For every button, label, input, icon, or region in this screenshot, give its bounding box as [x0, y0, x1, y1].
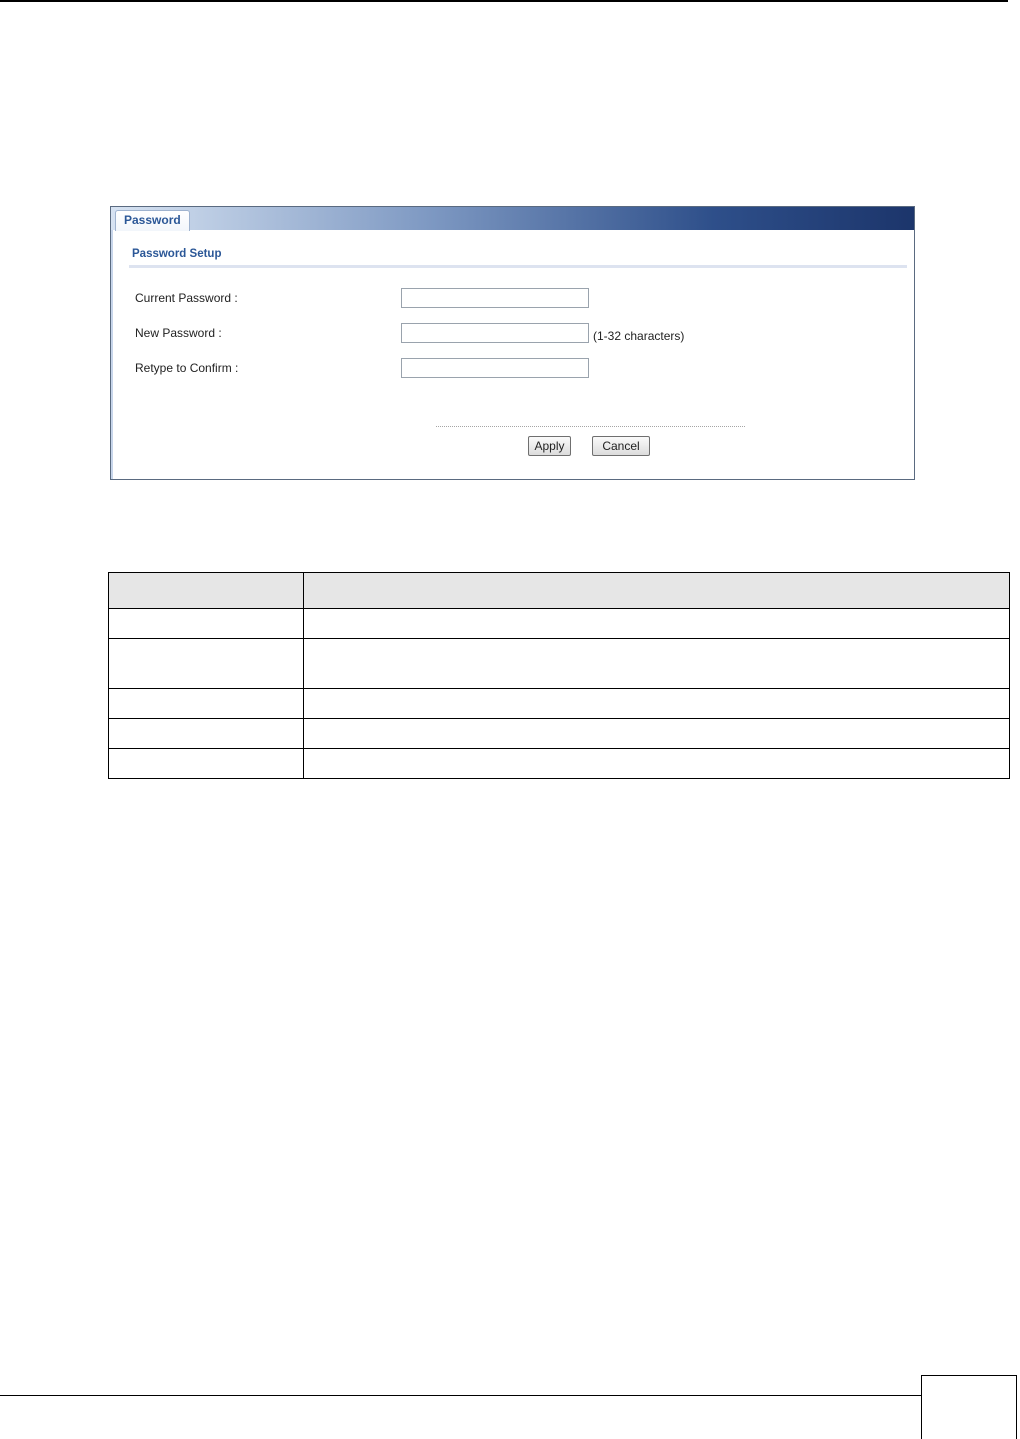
- table-row: [109, 749, 1010, 779]
- button-divider: [436, 426, 745, 427]
- new-password-label: New Password :: [135, 326, 222, 340]
- table-cell: [304, 639, 1010, 689]
- new-password-input[interactable]: [401, 323, 589, 343]
- current-password-input[interactable]: [401, 288, 589, 308]
- table-cell: [109, 749, 304, 779]
- panel-body: [111, 230, 914, 479]
- section-divider: [129, 265, 907, 268]
- description-table: [108, 572, 1010, 779]
- table-header-cell: [304, 573, 1010, 609]
- table-cell: [304, 689, 1010, 719]
- table-cell: [109, 689, 304, 719]
- table-header-cell: [109, 573, 304, 609]
- retype-confirm-label: Retype to Confirm :: [135, 361, 239, 375]
- password-panel: [110, 206, 915, 480]
- apply-button[interactable]: Apply: [528, 436, 571, 456]
- page-bottom-rule: [0, 1395, 921, 1396]
- panel-header-bar: [111, 207, 914, 230]
- table-row: [109, 609, 1010, 639]
- table-cell: [304, 719, 1010, 749]
- table-row: [109, 689, 1010, 719]
- table-cell: [109, 609, 304, 639]
- table-cell: [109, 719, 304, 749]
- tab-password[interactable]: Password: [115, 210, 190, 231]
- cancel-button[interactable]: Cancel: [592, 436, 650, 456]
- table-cell: [109, 639, 304, 689]
- page-top-rule: [0, 0, 1008, 2]
- current-password-label: Current Password :: [135, 291, 238, 305]
- section-title: Password Setup: [132, 248, 222, 260]
- page-number-box: [921, 1375, 1017, 1439]
- table-cell: [304, 749, 1010, 779]
- table-header-row: [109, 573, 1010, 609]
- table-cell: [304, 609, 1010, 639]
- table-row: [109, 639, 1010, 689]
- table-row: [109, 719, 1010, 749]
- new-password-hint: (1-32 characters): [593, 329, 685, 343]
- retype-confirm-input[interactable]: [401, 358, 589, 378]
